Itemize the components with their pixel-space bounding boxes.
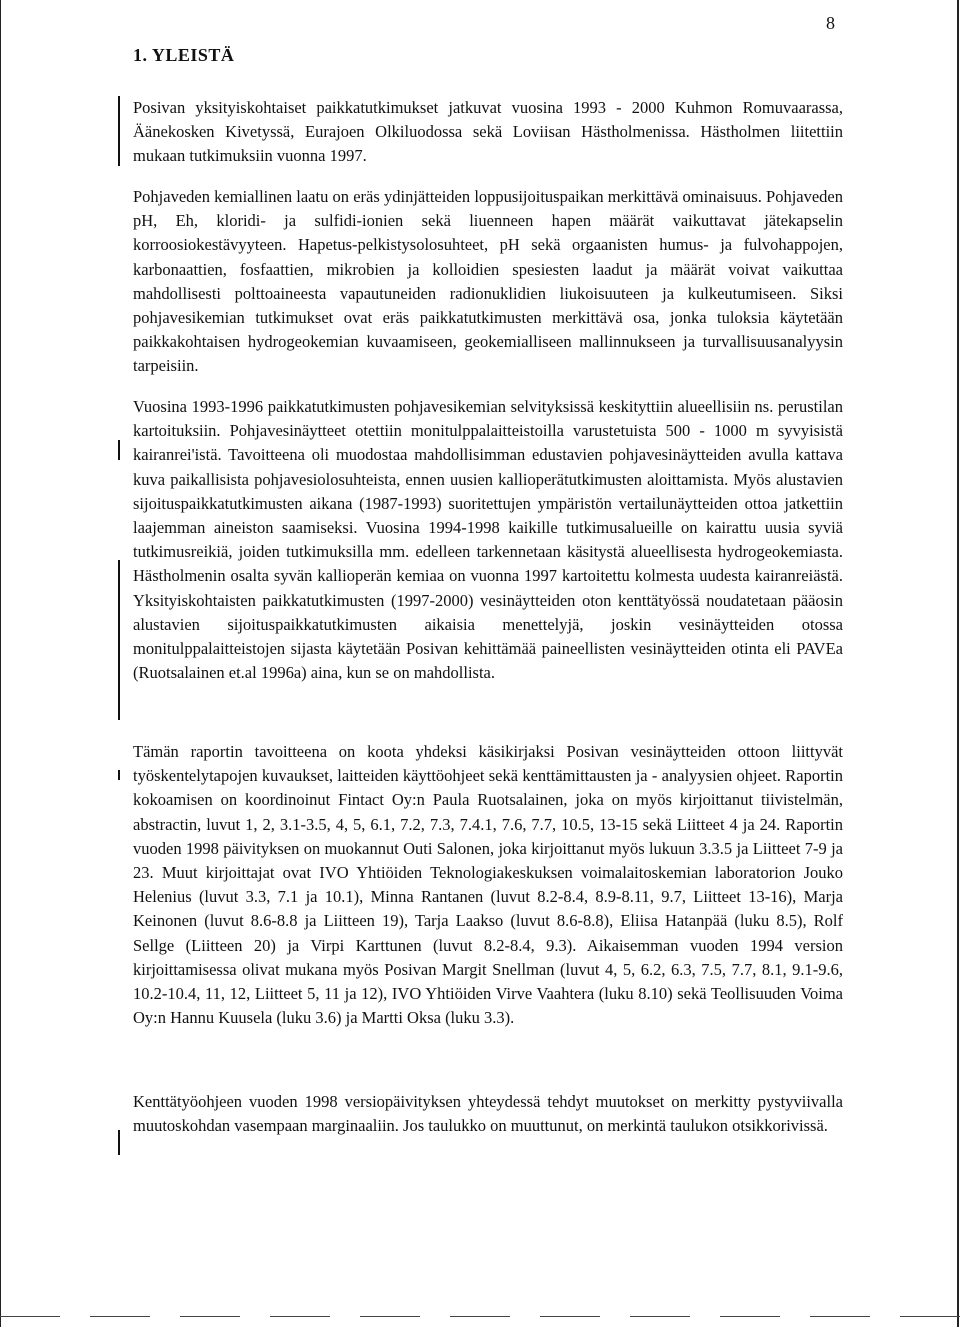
scan-edge-right: [957, 0, 959, 1327]
change-bar: [118, 770, 120, 780]
page-number: 8: [826, 13, 835, 33]
change-bar: [118, 96, 120, 166]
section-heading: 1. YLEISTÄ: [133, 45, 235, 65]
scan-bottom-rule: [0, 1316, 960, 1317]
paragraph-report-authors: Tämän raportin tavoitteena on koota yhdeksi käsikirjaksi Posivan vesinäytteiden ottoon liittyvät työskentelytapojen kuvaukset, laitteiden käyttöohjeet sekä kenttämittausten ja - analyysien ohjeet. Raportin kokoamisen on koordinoinut Fintact Oy:n Paula Ruotsalainen, joka on myös kirjoittanut tiivistelmän, abstractin, luvut 1, 2, 3.1-3.5, 4, 5, 6.1, 7.2, 7.3, 7.4.1, 7.6, 7.7, 10.5, 13-15 sekä Liitteet 4 ja 24. Raportin vuoden 1998 päivityksen on muokannut Outi Salonen, joka kirjoittanut myös lukuun 3.3.5 ja Liitteet 7-9 ja 23. Muut kirjoittajat ovat IVO Yhtiöiden Teknologiakeskuksen voimalaitoskemian laboratorion Jouko Helenius (luvut 3.3, 7.1 ja 10.1), Minna Rantanen (luvut 8.2-8.4, 8.9-8.11, 9.7, Liitteet 13-16), Marja Keinonen (luvut 8.6-8.8 ja Liitteen 19), Tarja Laakso (luvut 8.6-8.8), Eliisa Hatanpää (luku 8.5), Rolf Sellge (Liitteen 20) ja Virpi Karttunen (luvut 8.2-8.4, 9.3). Aikaisemman vuoden 1994 version kirjoittamisessa olivat mukana myös Posivan Margit Snellman (luvut 4, 5, 6.2, 6.3, 7.5, 7.7, 8.1, 9.1-9.6, 10.2-10.4, 11, 12, Liitteet 5, 11 ja 12), IVO Yhtiöiden Virve Vaahtera (luku 8.10) sekä Teollisuuden Voima Oy:n Hannu Kuusela (luku 3.6) ja Martti Oksa (luku 3.3).: [133, 742, 843, 1028]
paragraph-groundwater-chemistry: Pohjaveden kemiallinen laatu on eräs ydinjätteiden loppusijoituspaikan merkittävä ominaisuus. Pohjaveden pH, Eh, kloridi- ja sulfidi-ionien sekä liuenneen hapen määrät vaikuttavat jätekapselin korroosiokestävyyteen. Hapetus-pelkistysolosuhteet, pH sekä orgaanisten humus- ja fulvohappojen, karbonaattien, fosfaattien, mikrobien ja kolloidien spesiesten laadut ja määrät voivat vaikuttaa mahdollisesti polttoaineesta vapautuneiden radionuklidien liukoisuuteen ja kulkeutumiseen. Siksi pohjavesikemian tutkimukset ovat eräs paikkatutkimusten merkittävä osa, jonka tuloksia käytetään paikkakohtaisen hydrogeokemian kuvaamiseen, geokemialliseen mallinnukseen ja turvallisuusanalyysin tarpeisiin.: [133, 187, 843, 376]
scan-edge-left: [0, 0, 1, 1327]
paragraph-intro: Posivan yksityiskohtaiset paikkatutkimukset jatkuvat vuosina 1993 - 2000 Kuhmon Romuvaarassa, Äänekosken Kivetyssä, Eurajoen Olkiluodossa sekä Loviisan Hästholmenissa. Hästholmen liitettiin mukaan tutkimuksiin vuonna 1997.: [133, 98, 843, 166]
change-bar: [118, 1130, 120, 1155]
paragraph-change-marking: Kenttätyöohjeen vuoden 1998 versiopäivityksen yhteydessä tehdyt muutokset on merkitty pystyviivalla muutoskohdan vasempaan marginaaliin. Jos taulukko on muuttunut, on merkintä taulukon otsikkorivissä.: [133, 1092, 843, 1136]
change-bar: [118, 440, 120, 460]
change-bar: [118, 560, 120, 720]
paragraph-sampling-history: Vuosina 1993-1996 paikkatutkimusten pohjavesikemian selvityksissä keskityttiin alueellisiin ns. perustilan kartoituksiin. Pohjavesinäytteet otettiin monitulppalaitteistoilla varustetuista 500 - 1000 m syvyisistä kairanrei'istä. Tavoitteena oli muodostaa mahdollisimman edustavien pohjavesinäytteiden avulla kattava kuva paikallisista pohjavesiolosuhteista, ennen uusien kallioperätutkimusten aloittamista. Myös alustavien sijoituspaikkatutkimusten aikana (1987-1993) suoritettujen ympäristön vertailunäytteiden ottoa jatkettiin laajemman aineiston saamiseksi. Vuosina 1994-1998 kaikille tutkimusalueille on kairattu uusia syviä tutkimusreikiä, joiden tutkimuksilla mm. edelleen tarkennetaan käsitystä alueellisesta hydrogeokemiasta. Hästholmenin osalta syvän kallioperän kemiaa on vuonna 1997 kartoitettu kolmesta uudesta kairanreiästä. Yksityiskohtaisten paikkatutkimusten (1997-2000) vesinäytteiden oton kenttätyössä noudatetaan pääosin alustavien sijoituspaikkatutkimusten aikaisia menettelyjä, joskin vesinäytteiden otossa monitulppalaitteistojen sijasta käytetään Posivan kehittämää paineellisten vesinäytteiden otinta eli PAVEa (Ruotsalainen et.al 1996a) aina, kun se on mahdollista.: [133, 397, 843, 683]
